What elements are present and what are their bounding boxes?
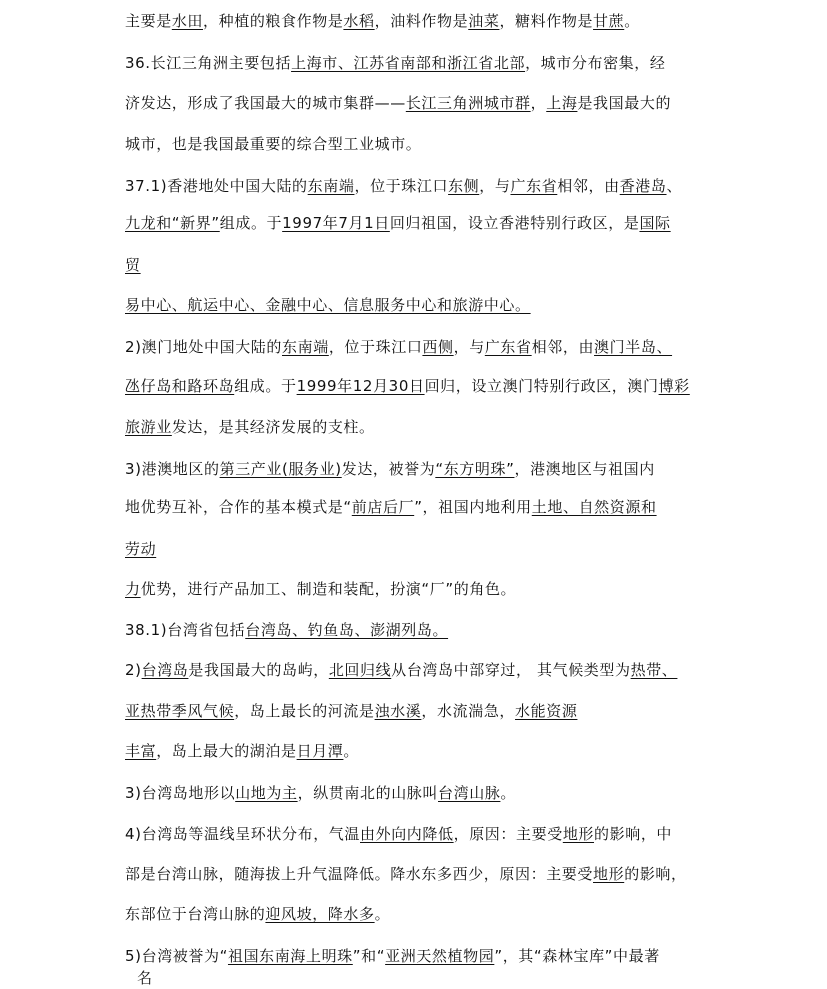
text-line bbox=[125, 11, 640, 31]
text-run: 相邻，由 bbox=[531, 338, 595, 356]
text-run: 发达，被誉为 bbox=[341, 460, 436, 478]
underlined-answer: 水稻 bbox=[343, 12, 375, 30]
underlined-answer: 劳动 bbox=[125, 540, 157, 558]
text-line bbox=[137, 968, 153, 988]
text-run: ”和“ bbox=[352, 947, 386, 965]
text-run: 4)台湾岛等温线呈环状分布，气温 bbox=[125, 825, 360, 843]
text-run: ，与 bbox=[453, 338, 485, 356]
underlined-answer: 九龙和“新界” bbox=[125, 214, 220, 232]
text-run: 部是台湾山脉，随海拔上升气温降低。降水东多西少，原因：主要受 bbox=[125, 865, 594, 883]
text-line bbox=[125, 93, 671, 113]
underlined-answer: 博彩 bbox=[658, 377, 690, 395]
text-run: ，位于珠江口 bbox=[328, 338, 423, 356]
underlined-answer: 油菜 bbox=[468, 12, 500, 30]
text-run: 是我国最大的 bbox=[577, 94, 672, 112]
text-run: 的影响， bbox=[624, 865, 687, 883]
text-run: 2) bbox=[125, 661, 142, 679]
underlined-answer: 山地为主 bbox=[235, 784, 298, 802]
text-line bbox=[125, 620, 448, 640]
text-run: 。 bbox=[374, 905, 391, 923]
underlined-answer: 前店后厂 bbox=[351, 498, 415, 516]
underlined-answer: 热带、 bbox=[630, 661, 678, 679]
underlined-answer: 东南端 bbox=[282, 338, 329, 356]
underlined-answer: 旅游业 bbox=[125, 418, 172, 436]
text-line bbox=[125, 337, 672, 357]
underlined-answer: 东侧 bbox=[448, 177, 480, 195]
underlined-answer: 丰富 bbox=[125, 742, 157, 760]
text-run: 组成。于 bbox=[219, 214, 283, 232]
text-run: 回归祖国，设立香港特别行政区，是 bbox=[389, 214, 640, 232]
text-run: 相邻，由 bbox=[557, 177, 620, 195]
underlined-answer: 亚洲天然植物园 bbox=[385, 947, 495, 965]
text-line bbox=[125, 904, 390, 924]
text-run: 济发达，形成了我国最大的城市集群—— bbox=[125, 94, 406, 112]
underlined-answer: 祖国东南海上明珠 bbox=[227, 947, 353, 965]
text-line bbox=[125, 295, 531, 315]
underlined-answer: 甘蔗 bbox=[593, 12, 625, 30]
underlined-answer: 亚热带季风气候 bbox=[125, 702, 235, 720]
text-run: 回归，设立澳门特别行政区，澳门 bbox=[424, 377, 659, 395]
text-run: ，水流湍急， bbox=[421, 702, 516, 720]
underlined-answer: 氹仔岛和路环岛 bbox=[125, 377, 235, 395]
text-run: 36.长江三角洲主要包括 bbox=[125, 54, 292, 72]
underlined-answer: 日月潭 bbox=[296, 742, 344, 760]
text-run: 主要是 bbox=[125, 12, 172, 30]
text-line bbox=[125, 579, 516, 599]
text-line bbox=[125, 497, 657, 517]
text-run: 的影响，中 bbox=[594, 825, 673, 843]
underlined-answer: “东方明珠” bbox=[435, 460, 515, 478]
underlined-answer: 贸 bbox=[125, 256, 141, 274]
underlined-answer: 广东省 bbox=[510, 177, 558, 195]
text-run: 、 bbox=[666, 177, 683, 195]
underlined-answer: 力 bbox=[125, 580, 141, 598]
text-line bbox=[125, 660, 677, 680]
underlined-answer: 易中心、航运中心、金融中心、信息服务中心和旅游中心。 bbox=[125, 296, 531, 314]
text-line bbox=[125, 459, 655, 479]
text-line bbox=[125, 946, 660, 966]
underlined-answer: 澳门半岛、 bbox=[594, 338, 673, 356]
underlined-answer: 上海 bbox=[546, 94, 578, 112]
text-line bbox=[125, 53, 665, 73]
text-line bbox=[125, 213, 671, 233]
text-run: 组成。于 bbox=[234, 377, 297, 395]
underlined-answer: 台湾岛、钓鱼岛、澎湖列岛。 bbox=[245, 621, 449, 639]
text-run: ，油料作物是 bbox=[374, 12, 469, 30]
underlined-answer: 台湾岛 bbox=[141, 661, 189, 679]
text-line bbox=[125, 701, 577, 721]
text-line bbox=[125, 376, 690, 396]
text-run: 38.1)台湾省包括 bbox=[125, 621, 246, 639]
text-run: ，种植的粮食作物是 bbox=[203, 12, 344, 30]
underlined-answer: 上海市、江苏省南部和浙江省北部 bbox=[291, 54, 526, 72]
underlined-answer: 1999年12月30日 bbox=[296, 377, 425, 395]
underlined-answer: 迎风坡，降水多 bbox=[265, 905, 375, 923]
underlined-answer: 土地、自然资源和 bbox=[531, 498, 657, 516]
text-run: 37.1)香港地处中国大陆的 bbox=[125, 177, 308, 195]
underlined-answer: 地形 bbox=[562, 825, 595, 843]
text-run: 3)台湾岛地形以 bbox=[125, 784, 236, 802]
text-run: ， bbox=[530, 94, 547, 112]
text-run: 是我国最大的岛屿， bbox=[188, 661, 329, 679]
text-run: 发达，是其经济发展的支柱。 bbox=[171, 418, 375, 436]
underlined-answer: 第三产业(服务业) bbox=[219, 460, 342, 478]
underlined-answer: 台湾山脉 bbox=[438, 784, 501, 802]
text-run: 地优势互补，合作的基本模式是“ bbox=[125, 498, 352, 516]
text-run: 2)澳门地处中国大陆的 bbox=[125, 338, 282, 356]
text-line bbox=[125, 134, 421, 154]
text-run: ，纵贯南北的山脉叫 bbox=[297, 784, 439, 802]
text-run: ”，其“森林宝库”中最著 bbox=[494, 947, 660, 965]
text-run: 。 bbox=[500, 784, 517, 802]
text-run: ，城市分布密集，经 bbox=[525, 54, 666, 72]
text-run: ，糖料作物是 bbox=[499, 12, 594, 30]
text-line bbox=[125, 824, 672, 844]
underlined-answer: 北回归线 bbox=[328, 661, 392, 679]
text-run: 5)台湾被誉为“ bbox=[125, 947, 228, 965]
underlined-answer: 西侧 bbox=[422, 338, 454, 356]
text-line bbox=[125, 864, 687, 884]
text-line bbox=[125, 176, 682, 196]
text-line bbox=[125, 741, 359, 761]
text-run: 名 bbox=[137, 969, 153, 987]
text-line bbox=[125, 255, 141, 275]
text-run: 城市，也是我国最重要的综合型工业城市。 bbox=[125, 135, 422, 153]
text-run: 。 bbox=[624, 12, 640, 30]
text-run: ”，祖国内地利用 bbox=[414, 498, 532, 516]
underlined-answer: 东南端 bbox=[307, 177, 355, 195]
underlined-answer: 1997年7月1日 bbox=[282, 214, 390, 232]
text-run: ，港澳地区与祖国内 bbox=[514, 460, 655, 478]
text-run: ，岛上最大的湖泊是 bbox=[156, 742, 297, 760]
text-run: 东部位于台湾山脉的 bbox=[125, 905, 266, 923]
underlined-answer: 国际 bbox=[639, 214, 671, 232]
underlined-answer: 由外向内降低 bbox=[360, 825, 454, 843]
text-run: ，原因：主要受 bbox=[453, 825, 563, 843]
text-line bbox=[125, 539, 156, 559]
underlined-answer: 香港岛 bbox=[619, 177, 667, 195]
text-run: 从台湾岛中部穿过， 其气候类型为 bbox=[391, 661, 631, 679]
text-line bbox=[125, 417, 375, 437]
text-line bbox=[125, 783, 516, 803]
text-run: 优势，进行产品加工、制造和装配，扮演“厂”的角色。 bbox=[140, 580, 517, 598]
text-run: ，位于珠江口 bbox=[354, 177, 449, 195]
underlined-answer: 浊水溪 bbox=[374, 702, 422, 720]
underlined-answer: 水能资源 bbox=[515, 702, 578, 720]
text-run: 3)港澳地区的 bbox=[125, 460, 220, 478]
underlined-answer: 长江三角洲城市群 bbox=[405, 94, 531, 112]
text-run: ，岛上最长的河流是 bbox=[234, 702, 375, 720]
underlined-answer: 水田 bbox=[171, 12, 204, 30]
text-run: ，与 bbox=[479, 177, 511, 195]
underlined-answer: 广东省 bbox=[484, 338, 532, 356]
underlined-answer: 地形 bbox=[593, 865, 625, 883]
text-run: 。 bbox=[343, 742, 360, 760]
